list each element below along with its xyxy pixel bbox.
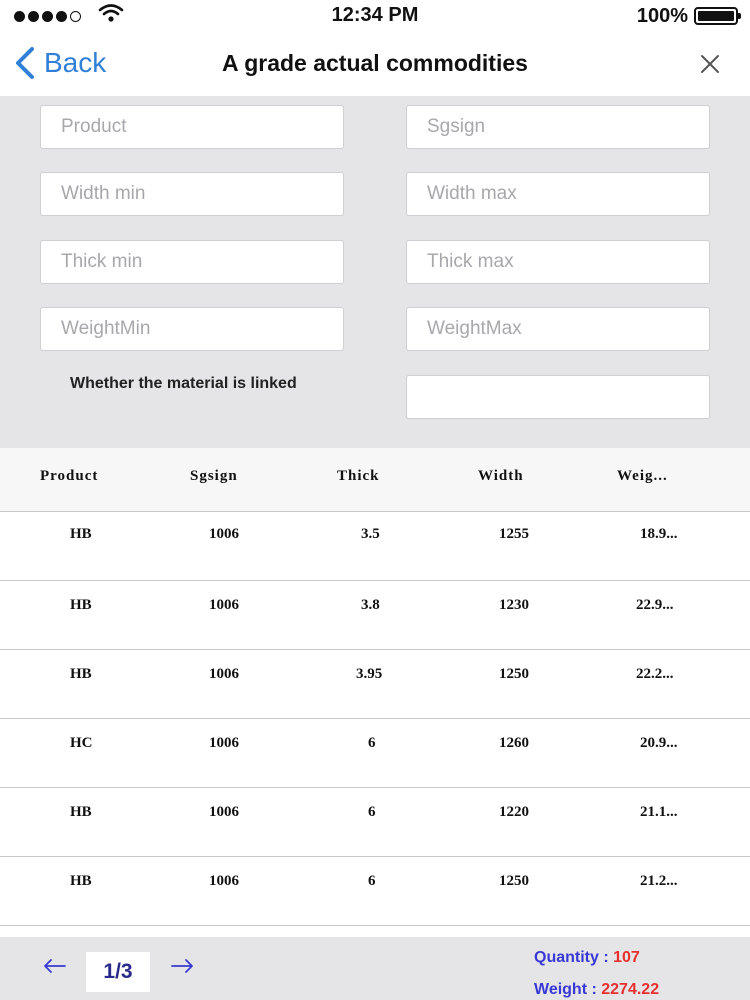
cell-width: 1260: [499, 735, 529, 751]
cell-width: 1250: [499, 873, 529, 889]
weight-label: Weight :: [534, 981, 602, 998]
signal-dot: [70, 11, 81, 22]
signal-dot: [28, 11, 39, 22]
cell-thick: 3.8: [361, 597, 380, 613]
back-label: Back: [44, 47, 107, 78]
signal-dot: [56, 11, 67, 22]
table-body: [0, 512, 750, 926]
signal-dot: [42, 11, 53, 22]
cell-weight: 22.9...: [636, 597, 674, 613]
cell-width: 1220: [499, 804, 529, 820]
cell-width: 1230: [499, 597, 529, 613]
thick-min-input[interactable]: [40, 240, 344, 284]
cell-weight: 21.2...: [640, 873, 678, 889]
cell-product: HB: [70, 666, 92, 682]
navigation-bar: [0, 32, 750, 96]
cell-thick: 3.95: [356, 666, 383, 682]
cell-sgsign: 1006: [209, 526, 239, 542]
signal-dot: [14, 11, 25, 22]
cell-width: 1255: [499, 526, 529, 542]
battery-icon: [694, 7, 738, 25]
quantity-value: 107: [613, 949, 640, 966]
cell-weight: 21.1...: [640, 804, 678, 820]
linked-material-field[interactable]: [406, 375, 710, 419]
cell-sgsign: 1006: [209, 804, 239, 820]
quantity-summary: [534, 949, 734, 981]
weight-max-input[interactable]: [406, 307, 710, 351]
arrow-right-icon: [167, 968, 197, 985]
weight-min-input[interactable]: [40, 307, 344, 351]
column-header-sgsign[interactable]: Sgsign: [190, 468, 238, 484]
table-row[interactable]: [0, 788, 750, 857]
quantity-label: Quantity :: [534, 949, 614, 966]
cell-weight: 18.9...: [640, 526, 678, 542]
thick-max-input[interactable]: [406, 240, 710, 284]
filter-panel: [0, 96, 750, 448]
cell-product: HB: [70, 597, 92, 613]
cell-thick: 6: [368, 873, 376, 889]
column-header-thick[interactable]: Thick: [337, 468, 380, 484]
status-bar: [0, 0, 750, 32]
previous-page-button[interactable]: [40, 951, 70, 981]
arrow-left-icon: [40, 968, 70, 985]
table-row[interactable]: [0, 512, 750, 581]
cell-product: HB: [70, 873, 92, 889]
cell-sgsign: 1006: [209, 735, 239, 751]
column-header-product[interactable]: Product: [40, 468, 99, 484]
width-max-input[interactable]: [406, 172, 710, 216]
wifi-icon: [98, 3, 124, 29]
product-input[interactable]: [40, 105, 344, 149]
cell-thick: 6: [368, 735, 376, 751]
page-indicator: 1/3: [86, 952, 150, 992]
battery-percent: 100%: [636, 4, 688, 27]
cell-sgsign: 1006: [209, 666, 239, 682]
cell-product: HB: [70, 804, 92, 820]
pagination-footer: [0, 937, 750, 1000]
status-time: 12:34 PM: [331, 4, 419, 26]
summary: [534, 949, 734, 1000]
cell-weight: 22.2...: [636, 666, 674, 682]
table-row[interactable]: [0, 650, 750, 719]
cell-product: HC: [70, 735, 93, 751]
cell-thick: 6: [368, 804, 376, 820]
cell-weight: 20.9...: [640, 735, 678, 751]
table-row[interactable]: [0, 719, 750, 788]
cell-product: HB: [70, 526, 92, 542]
table-row[interactable]: [0, 581, 750, 650]
column-header-width[interactable]: Width: [478, 468, 524, 484]
close-icon: [698, 63, 722, 80]
table-row[interactable]: [0, 857, 750, 926]
table-header: [0, 448, 750, 512]
weight-value: 2274.22: [601, 981, 660, 998]
signal-indicator: [14, 3, 214, 29]
cell-width: 1250: [499, 666, 529, 682]
cell-thick: 3.5: [361, 526, 380, 542]
cell-sgsign: 1006: [209, 597, 239, 613]
next-page-button[interactable]: [167, 951, 197, 981]
column-header-weight[interactable]: Weig...: [617, 468, 668, 484]
width-min-input[interactable]: [40, 172, 344, 216]
weight-summary: [534, 981, 734, 1000]
close-button[interactable]: [698, 52, 722, 76]
sgsign-input[interactable]: [406, 105, 710, 149]
page-title: A grade actual commodities: [222, 50, 528, 76]
cell-sgsign: 1006: [209, 873, 239, 889]
linked-material-label: Whether the material is linked: [70, 375, 297, 392]
